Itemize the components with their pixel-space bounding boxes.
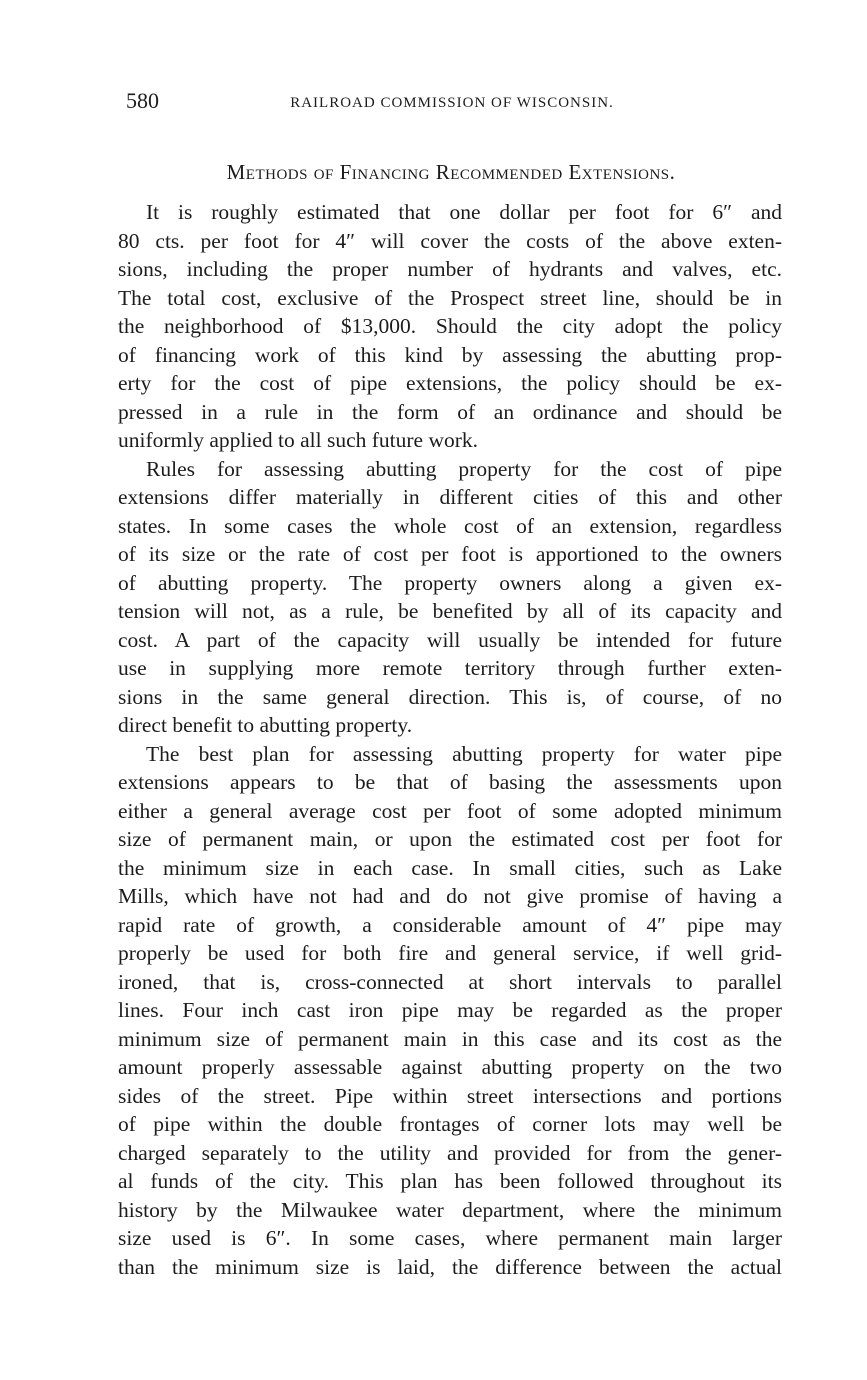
- text-line: history by the Milwaukee water department, where the minimum: [118, 1197, 782, 1222]
- text-line: tension will not, as a rule, be benefited by all of its capacity and: [118, 599, 782, 623]
- text-line: amount properly assessable against abutting property on the two: [118, 1055, 782, 1079]
- text-line: states. In some cases the whole cost of an extension, regardless: [118, 513, 782, 538]
- text-line: Rules for assessing abutting property for the cost of pipe: [146, 456, 782, 481]
- paragraph: [118, 455, 782, 740]
- text-line: of abutting property. The property owners along a given ex-: [118, 570, 782, 595]
- text-line: direct benefit to abutting property.: [118, 713, 413, 737]
- body-text: [118, 198, 782, 1281]
- paragraph: [118, 198, 782, 455]
- text-line: size used is 6″. In some cases, where permanent main larger: [118, 1226, 782, 1250]
- text-line: It is roughly estimated that one dollar per foot for 6″ and: [146, 200, 782, 224]
- text-line: size of permanent main, or upon the estimated cost per foot for: [118, 827, 782, 851]
- running-title: RAILROAD COMMISSION OF WISCONSIN.: [290, 95, 614, 111]
- text-line: properly be used for both fire and general service, if well grid-: [118, 941, 782, 965]
- paragraph: [118, 740, 782, 1282]
- text-line: rapid rate of growth, a considerable amount of 4″ pipe may: [118, 912, 782, 937]
- text-line: of its size or the rate of cost per foot is apportioned to the owners: [118, 542, 782, 566]
- text-line: the neighborhood of $13,000. Should the city adopt the policy: [118, 314, 782, 338]
- text-line: either a general average cost per foot of some adopted minimum: [118, 798, 782, 823]
- text-line: uniformly applied to all such future work.: [118, 428, 479, 452]
- text-line: the minimum size in each case. In small cities, such as Lake: [118, 855, 782, 880]
- running-head: [124, 86, 780, 116]
- text-line: of financing work of this kind by assessing the abutting prop-: [118, 342, 782, 367]
- text-line: lines. Four inch cast iron pipe may be regarded as the proper: [118, 998, 782, 1022]
- text-line: minimum size of permanent main in this case and its cost as the: [118, 1026, 782, 1051]
- text-line: al funds of the city. This plan has been followed throughout its: [118, 1169, 782, 1193]
- text-line: charged separately to the utility and provided for from the gener-: [118, 1140, 782, 1165]
- section-title: Methods of Financing Recommended Extensions.: [226, 160, 676, 184]
- text-line: of pipe within the double frontages of corner lots may well be: [118, 1112, 782, 1136]
- text-line: 80 cts. per foot for 4″ will cover the costs of the above exten-: [118, 228, 782, 253]
- text-line: sions in the same general direction. This is, of course, of no: [118, 684, 782, 709]
- text-line: pressed in a rule in the form of an ordinance and should be: [118, 399, 782, 424]
- text-line: extensions differ materially in different cities of this and other: [118, 485, 782, 509]
- text-line: extensions appears to be that of basing the assessments upon: [118, 770, 782, 794]
- page-number: 580: [126, 88, 159, 113]
- text-line: use in supplying more remote territory through further exten-: [118, 656, 782, 680]
- text-line: The best plan for assessing abutting property for water pipe: [146, 741, 782, 766]
- text-line: sides of the street. Pipe within street intersections and portions: [118, 1083, 782, 1108]
- text-line: Mills, which have not had and do not give promise of having a: [118, 884, 782, 908]
- text-line: erty for the cost of pipe extensions, the policy should be ex-: [118, 371, 782, 395]
- text-line: The total cost, exclusive of the Prospect street line, should be in: [118, 285, 782, 310]
- text-line: ironed, that is, cross-connected at short intervals to parallel: [118, 969, 782, 994]
- text-line: than the minimum size is laid, the difference between the actual: [118, 1254, 782, 1279]
- text-line: cost. A part of the capacity will usually be intended for future: [118, 627, 782, 652]
- text-line: sions, including the proper number of hydrants and valves, etc.: [118, 257, 782, 281]
